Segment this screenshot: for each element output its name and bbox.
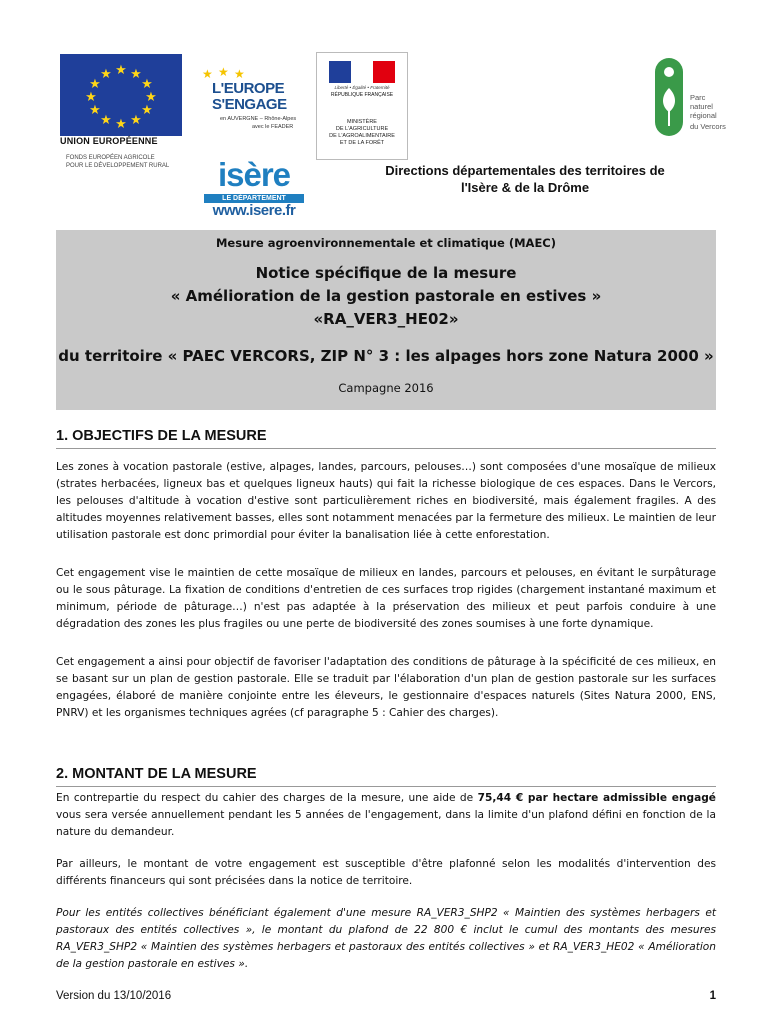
isere-url: www.isere.fr	[212, 202, 296, 219]
directions-line2: l'Isère & de la Drôme	[460, 180, 590, 195]
section1-paragraph: Cet engagement a ainsi pour objectif de favoriser l'adaptation des conditions de pâturage à la spécificité de ces milieux, en se basant sur un plan de gestion pastorale. Elle se traduit par l'élaboration d'un plan de gestion pastorale sur les surfaces engagées, élaboré de manière conjointe entre les éleveurs, le gestionnaire d'espaces naturels (Sites Natura 2000, ENS, PNRV) et les organismes techniques agrées (cf paragraphe 5 : Cahier des charges).	[56, 656, 716, 719]
maec-label: Mesure agroenvironnementale et climatique (MAEC)	[215, 236, 556, 250]
svg-text:★: ★	[100, 113, 112, 128]
svg-text:★: ★	[85, 90, 97, 105]
europe-sengage-region: en AUVERGNE – Rhône-Alpes	[220, 116, 297, 122]
directions-line1: Directions départementales des territoires de	[385, 163, 665, 178]
title-block	[56, 230, 716, 410]
section1-paragraph: Cet engagement vise le maintien de cette mosaïque de milieux en landes, parcours et pelouses, en évitant le surpâturage ou le sous pâturage. La fixation de conditions d'entretien de ces surfaces trop rigides (chargement instantané maximum et minimum, période de pâturage…) n'est pas adaptée à la préservation des milieux et peut parfois conduire à une dégradation des zones les plus fragiles ou une perte de biodiversité des zones soumises à une forte dynamique.	[56, 567, 716, 630]
section2-paragraph-amount	[56, 790, 716, 841]
marianne-flag-icon	[329, 61, 395, 83]
svg-text:★: ★	[130, 113, 142, 128]
svg-text:★: ★	[141, 103, 153, 118]
isere-word: isère	[217, 156, 291, 193]
svg-text:★: ★	[115, 63, 127, 78]
europe-sengage-partner: avec le FEADER	[252, 124, 294, 130]
amount-text-after: vous sera versée annuellement pendant les 5 années de l'engagement, dans la limite d'un plafond défini en fonction de la nature du demandeur.	[56, 809, 716, 838]
svg-text:★: ★	[89, 77, 101, 92]
section1-paragraph: Les zones à vocation pastorale (estive, alpages, landes, parcours, pelouses…) sont composées d'une mosaïque de milieux (strates herbacées, ligneux bas et quelques ligneux hauts) qui fait la richesse biologique de ces espaces. Dans le Vercors, les pelouses d'altitude à vocation d'estive sont particulièrement riches en biodiversité, mais également fragiles. A des altitudes moyennes relativement basses, elles sont notamment menacées par la fermeture des milieux. Le maintien de leur utilisation pastorale est donc primordial pour éviter la banalisation liée à cette enforestation.	[56, 461, 716, 541]
europe-sengage-line2: S'ENGAGE	[212, 96, 287, 113]
eu-flag-logo	[60, 54, 182, 136]
parc-line: naturel	[690, 102, 713, 111]
section1-rule	[56, 448, 716, 449]
parc-vercors-logo	[655, 58, 683, 136]
parc-line: Parc	[690, 93, 706, 102]
section2-paragraph: Par ailleurs, le montant de votre engagement est susceptible d'être plafonné selon les modalités d'intervention des différents financeurs qui sont précisées dans la notice de territoire.	[56, 858, 716, 887]
eu-subtitle-line1: FONDS EUROPÉEN AGRICOLE	[66, 155, 155, 161]
svg-text:★: ★	[130, 67, 142, 82]
ministere-name-line: ET DE LA FORÊT	[339, 140, 385, 146]
footer-version: Version du 13/10/2016	[56, 990, 172, 1002]
section2-rule	[56, 786, 716, 787]
footer-page-number: 1	[709, 990, 716, 1002]
ministere-republique: RÉPUBLIQUE FRANÇAISE	[330, 92, 394, 98]
svg-text:★: ★	[234, 67, 245, 81]
section2-title: 2. MONTANT DE LA MESURE	[56, 766, 257, 782]
ministere-logo	[316, 52, 408, 160]
amount-value: 75,44 € par hectare admissible engagé	[477, 792, 716, 804]
flower-icon	[655, 58, 683, 136]
europe-sengage-logo	[190, 60, 310, 136]
europe-sengage-line1: L'EUROPE	[212, 80, 285, 97]
svg-text:★: ★	[141, 77, 153, 92]
notice-title-line3: «RA_VER3_HE02»	[313, 310, 459, 328]
svg-text:★: ★	[218, 65, 229, 79]
ministere-name	[319, 119, 405, 147]
svg-text:★: ★	[89, 103, 101, 118]
campagne-label: Campagne 2016	[338, 381, 434, 395]
svg-text:★: ★	[100, 67, 112, 82]
section1-title: 1. OBJECTIFS DE LA MESURE	[56, 428, 267, 444]
section2-paragraph-italic: Pour les entités collectives bénéficiant également d'une mesure RA_VER3_SHP2 « Maintien des systèmes herbagers et pastoraux des entités collectives », le montant du plafond de 22 800 € inclut le cumul des montants des mesures RA_VER3_SHP2 « Maintien des systèmes herbagers et pastoraux des entités collectives » et RA_VER3_HE02 « Amélioration de la gestion pastorale en estives ».	[56, 907, 716, 970]
svg-text:★: ★	[202, 67, 213, 81]
amount-text-before: En contrepartie du respect du cahier des charges de la mesure, une aide de	[56, 792, 478, 804]
parc-line: du Vercors	[690, 122, 726, 131]
eu-title: UNION EUROPÉENNE	[60, 136, 158, 146]
ministere-name-line: DE L'AGROALIMENTAIRE	[329, 133, 395, 139]
ministere-name-line: DE L'AGRICULTURE	[335, 126, 389, 132]
eu-subtitle-line2: POUR LE DÉVELOPPEMENT RURAL	[66, 163, 170, 169]
notice-title-line1: Notice spécifique de la mesure	[255, 264, 517, 282]
isere-band: LE DÉPARTEMENT	[204, 194, 304, 203]
svg-text:★: ★	[115, 117, 127, 132]
parc-line: régional	[690, 111, 717, 120]
eu-stars-icon	[60, 54, 182, 136]
notice-title-line2: « Amélioration de la gestion pastorale en estives »	[170, 287, 602, 305]
territoire-title: du territoire « PAEC VERCORS, ZIP N° 3 : les alpages hors zone Natura 2000 »	[58, 347, 714, 365]
svg-text:★: ★	[145, 90, 157, 105]
ministere-motto: Liberté • Égalité • Fraternité	[334, 85, 390, 90]
ministere-name-line: MINISTÈRE	[347, 119, 377, 125]
isere-logo	[202, 156, 306, 219]
